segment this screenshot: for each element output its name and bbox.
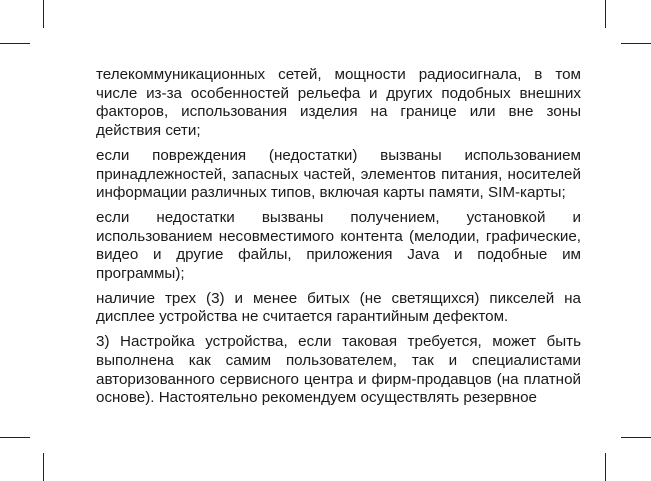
paragraph-device-setup: 3) Настройка устройства, если таковая требуется, может быть выполнена как самим пользователем, так и специалистами авторизованного сервисного центра и фирм-продавцов (на платной основе). Настоятельно рекомендуем осуществлять резервное (96, 333, 581, 407)
crop-mark-top-left-vertical (43, 0, 44, 28)
crop-mark-top-right-horizontal (621, 43, 651, 44)
crop-mark-bottom-left-horizontal (0, 437, 30, 438)
crop-mark-bottom-left-vertical (43, 453, 44, 481)
paragraph-network-conditions: телекоммуникационных сетей, мощности радиосигнала, в том числе из-за особенностей рельефа и других подобных внешних факторов, использования изделия на границе или вне зоны действия сети; (96, 66, 581, 140)
paragraph-dead-pixels: наличие трех (3) и менее битых (не светящихся) пикселей на дисплее устройства не считается гарантийным дефектом. (96, 289, 581, 326)
crop-mark-bottom-right-horizontal (621, 437, 651, 438)
paragraph-incompatible-content: если недостатки вызваны получением, установкой и использованием несовместимого контента (мелодии, графические, видео и другие файлы, приложения Java и подобные им программы); (96, 208, 581, 283)
crop-mark-top-right-vertical (605, 0, 606, 28)
crop-mark-bottom-right-vertical (605, 453, 606, 481)
paragraph-accessories: если повреждения (недостатки) вызваны использованием принадлежностей, запасных частей, элементов питания, носителей информации различных типов, включая карты памяти, SIM-карты; (96, 146, 581, 202)
crop-mark-top-left-horizontal (0, 43, 30, 44)
page-text-block (96, 66, 581, 414)
